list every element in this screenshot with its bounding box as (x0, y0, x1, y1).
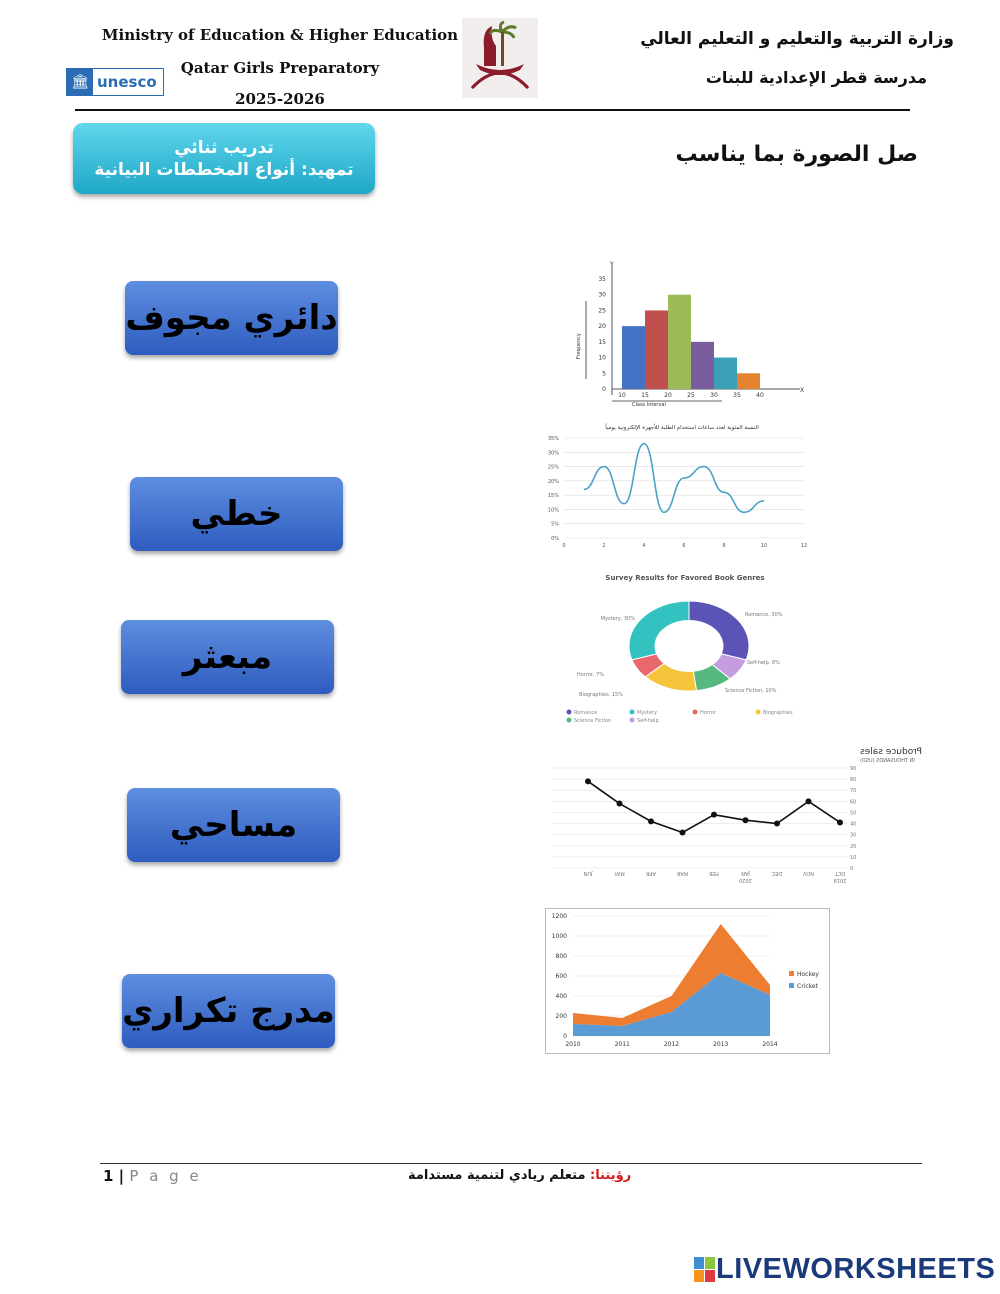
sales-point (617, 801, 623, 807)
y-tick-label: 0% (551, 536, 559, 542)
slice-label: Horror, 7% (577, 672, 604, 678)
x-tick-label: 12 (800, 543, 808, 549)
x-tick-label: 30 (710, 392, 718, 399)
legend-label: Mystery (637, 710, 657, 716)
sales-point (711, 812, 717, 818)
label-histogram[interactable]: مدرج تكراري (122, 974, 335, 1048)
produce-sales-chart[interactable] (552, 742, 922, 888)
sales-point (648, 818, 654, 824)
y-tick-label: 80 (850, 777, 857, 784)
histogram-bar (622, 326, 645, 389)
y-tick-label: 1200 (551, 913, 567, 920)
activity-type: تدريب ثنائي (174, 137, 274, 158)
ministry-ar: وزارة التربية والتعليم و التعليم العالي (640, 29, 954, 49)
sales-point (774, 821, 780, 827)
x-year-label: 2019 (833, 877, 847, 883)
y-tick-label: 0 (602, 386, 606, 393)
legend-label: Horror (700, 710, 716, 716)
x-tick-label: 10 (618, 392, 626, 399)
y-tick-label: 60 (850, 799, 857, 806)
sales-line (588, 781, 840, 832)
x-tick-label: APR (646, 870, 656, 876)
y-tick-label: 30 (598, 291, 606, 299)
y-tick-label: 5% (551, 521, 559, 528)
y-tick-label: 600 (555, 973, 567, 980)
sales-point (743, 817, 749, 823)
x-tick-label: MAY (614, 870, 625, 876)
x-tick-label: JUN (583, 870, 593, 876)
y-tick-label: 400 (555, 993, 567, 1000)
y-tick-label: 50 (850, 810, 857, 817)
label-area-chart[interactable]: مساحي (127, 788, 340, 862)
donut-chart[interactable] (555, 568, 815, 728)
sales-point (837, 819, 843, 825)
donut-slice (689, 601, 749, 660)
label-line-chart[interactable]: خطي (130, 477, 343, 551)
slice-label: Mystery, 30% (600, 616, 635, 622)
legend-swatch (567, 710, 572, 715)
y-tick-label: 90 (850, 766, 857, 772)
school-ar: مدرسة قطر الإعدادية للبنات (705, 68, 927, 87)
footer-divider (100, 1163, 922, 1164)
legend-swatch (756, 710, 761, 715)
histogram-chart[interactable] (566, 260, 810, 408)
y-tick-label: 25% (547, 464, 559, 471)
school-en: Qatar Girls Preparatory (180, 59, 380, 77)
sales-point (806, 798, 812, 804)
legend-swatch (789, 971, 794, 976)
x-tick-label: 2010 (565, 1041, 581, 1048)
x-tick-label: 15 (641, 392, 649, 399)
x-tick-label: 0 (562, 543, 566, 549)
label-donut-chart[interactable]: دائري مجوف (125, 281, 338, 355)
slice-label: Biographies, 15% (579, 692, 623, 698)
line-chart-title: النسبة المئوية لعدد ساعات استخدام الطلبة للأجهزة الإلكترونية يومياً (605, 425, 759, 431)
y-tick-label: 0 (563, 1033, 567, 1040)
y-tick-label: 200 (555, 1013, 567, 1020)
x-year-label: 2020 (739, 877, 752, 883)
x-tick-label: 20 (664, 392, 672, 399)
label-scatter-chart[interactable]: مبعثر (121, 620, 334, 694)
legend-label: Biographies (763, 710, 793, 716)
y-tick-label: 35 (598, 276, 606, 283)
x-tick-label: 4 (642, 543, 646, 549)
header-divider (75, 109, 910, 111)
x-tick-label: 8 (722, 543, 726, 549)
unesco-logo: 🏛 unesco (66, 68, 164, 96)
y-tick-label: 0 (850, 866, 854, 872)
activity-topic: تمهيد: أنواع المخططات البيانية (94, 159, 354, 180)
y-tick-label: 35% (547, 436, 559, 442)
y-tick-label: 20% (547, 478, 559, 485)
y-tick-label: 30 (850, 832, 857, 839)
histogram-bar (737, 373, 760, 389)
liveworksheets-logo[interactable]: LIVEWORKSHEETS (694, 1253, 995, 1286)
legend-swatch (693, 710, 698, 715)
x-tick-label: 2013 (713, 1041, 729, 1048)
legend-label: Science Fiction (574, 718, 612, 724)
ministry-en: Ministry of Education & Higher Education (101, 26, 459, 44)
x-tick-label: 35 (733, 392, 741, 399)
y-tick-label: 15% (547, 493, 559, 500)
y-axis-label: Frequency (576, 333, 582, 359)
y-tick-label: 10 (850, 854, 857, 861)
legend-label: Hockey (797, 971, 819, 978)
sales-point (585, 778, 591, 784)
slice-label: Science Fiction, 10% (725, 688, 777, 694)
produce-subtitle: IN THOUSANDS (USD) (860, 758, 915, 764)
x-tick-label: JAN (741, 870, 750, 876)
percent-line-chart[interactable] (542, 420, 824, 550)
x-tick-label: OCT (834, 870, 846, 876)
legend-swatch (567, 718, 572, 723)
x-tick-label: 2014 (762, 1041, 778, 1048)
x-tick-label: MAR (676, 870, 689, 876)
y-tick-label: 10 (598, 354, 606, 362)
activity-title-box (73, 123, 375, 194)
emblem-icon (462, 18, 538, 98)
histogram-bar (668, 295, 691, 389)
legend-swatch (789, 983, 794, 988)
legend-label: Cricket (797, 983, 818, 990)
school-year: 2025-2026 (235, 90, 325, 108)
y-tick-label: 70 (850, 788, 857, 795)
x-axis-letter: X (800, 387, 805, 394)
y-tick-label: 20 (598, 323, 606, 331)
line-series (584, 444, 764, 513)
x-axis-label: Class Interval (632, 402, 666, 408)
y-tick-label: 30% (547, 450, 559, 457)
y-tick-label: 15 (598, 338, 606, 346)
legend-label: Romance (574, 710, 598, 716)
sales-point (680, 829, 686, 835)
x-tick-label: 40 (756, 392, 764, 399)
y-tick-label: 40 (850, 821, 857, 828)
legend-label: Self-help (637, 718, 659, 724)
y-tick-label: 1000 (551, 933, 567, 940)
y-tick-label: 800 (555, 953, 567, 960)
x-tick-label: FEB (709, 870, 719, 876)
x-tick-label: 2 (602, 543, 606, 549)
y-tick-label: 5 (602, 370, 606, 378)
histogram-bar (714, 358, 737, 389)
x-tick-label: 2012 (663, 1041, 680, 1048)
produce-title: Produce sales (860, 747, 922, 757)
page-number: 1 | P a g e (103, 1167, 202, 1185)
x-tick-label: 10 (760, 543, 768, 549)
slice-label: Self-help, 8% (747, 660, 780, 666)
instruction-text: صل الصورة بما يناسب (675, 142, 918, 167)
histogram-bar (691, 342, 714, 389)
y-tick-label: 25 (598, 307, 606, 315)
unesco-temple-icon: 🏛 (67, 69, 93, 95)
y-axis-letter: Y (610, 261, 614, 268)
x-tick-label: 25 (687, 392, 695, 399)
y-tick-label: 10% (547, 507, 559, 514)
histogram-bar (645, 310, 668, 389)
x-tick-label: 2011 (614, 1041, 630, 1048)
x-tick-label: DEC (771, 870, 783, 876)
x-tick-label: 6 (682, 543, 686, 549)
legend-swatch (630, 710, 635, 715)
y-tick-label: 20 (850, 843, 857, 850)
liveworksheets-icon (694, 1257, 716, 1283)
area-chart[interactable] (545, 908, 830, 1054)
donut-slice (629, 601, 689, 660)
x-tick-label: NOV (802, 870, 815, 876)
donut-title: Survey Results for Favored Book Genres (605, 574, 765, 582)
qatar-emblem (462, 18, 538, 98)
school-vision: رؤيتنا: متعلم ريادي لتنمية مستدامة (408, 1168, 632, 1183)
legend-swatch (630, 718, 635, 723)
slice-label: Romance, 30% (745, 612, 783, 618)
